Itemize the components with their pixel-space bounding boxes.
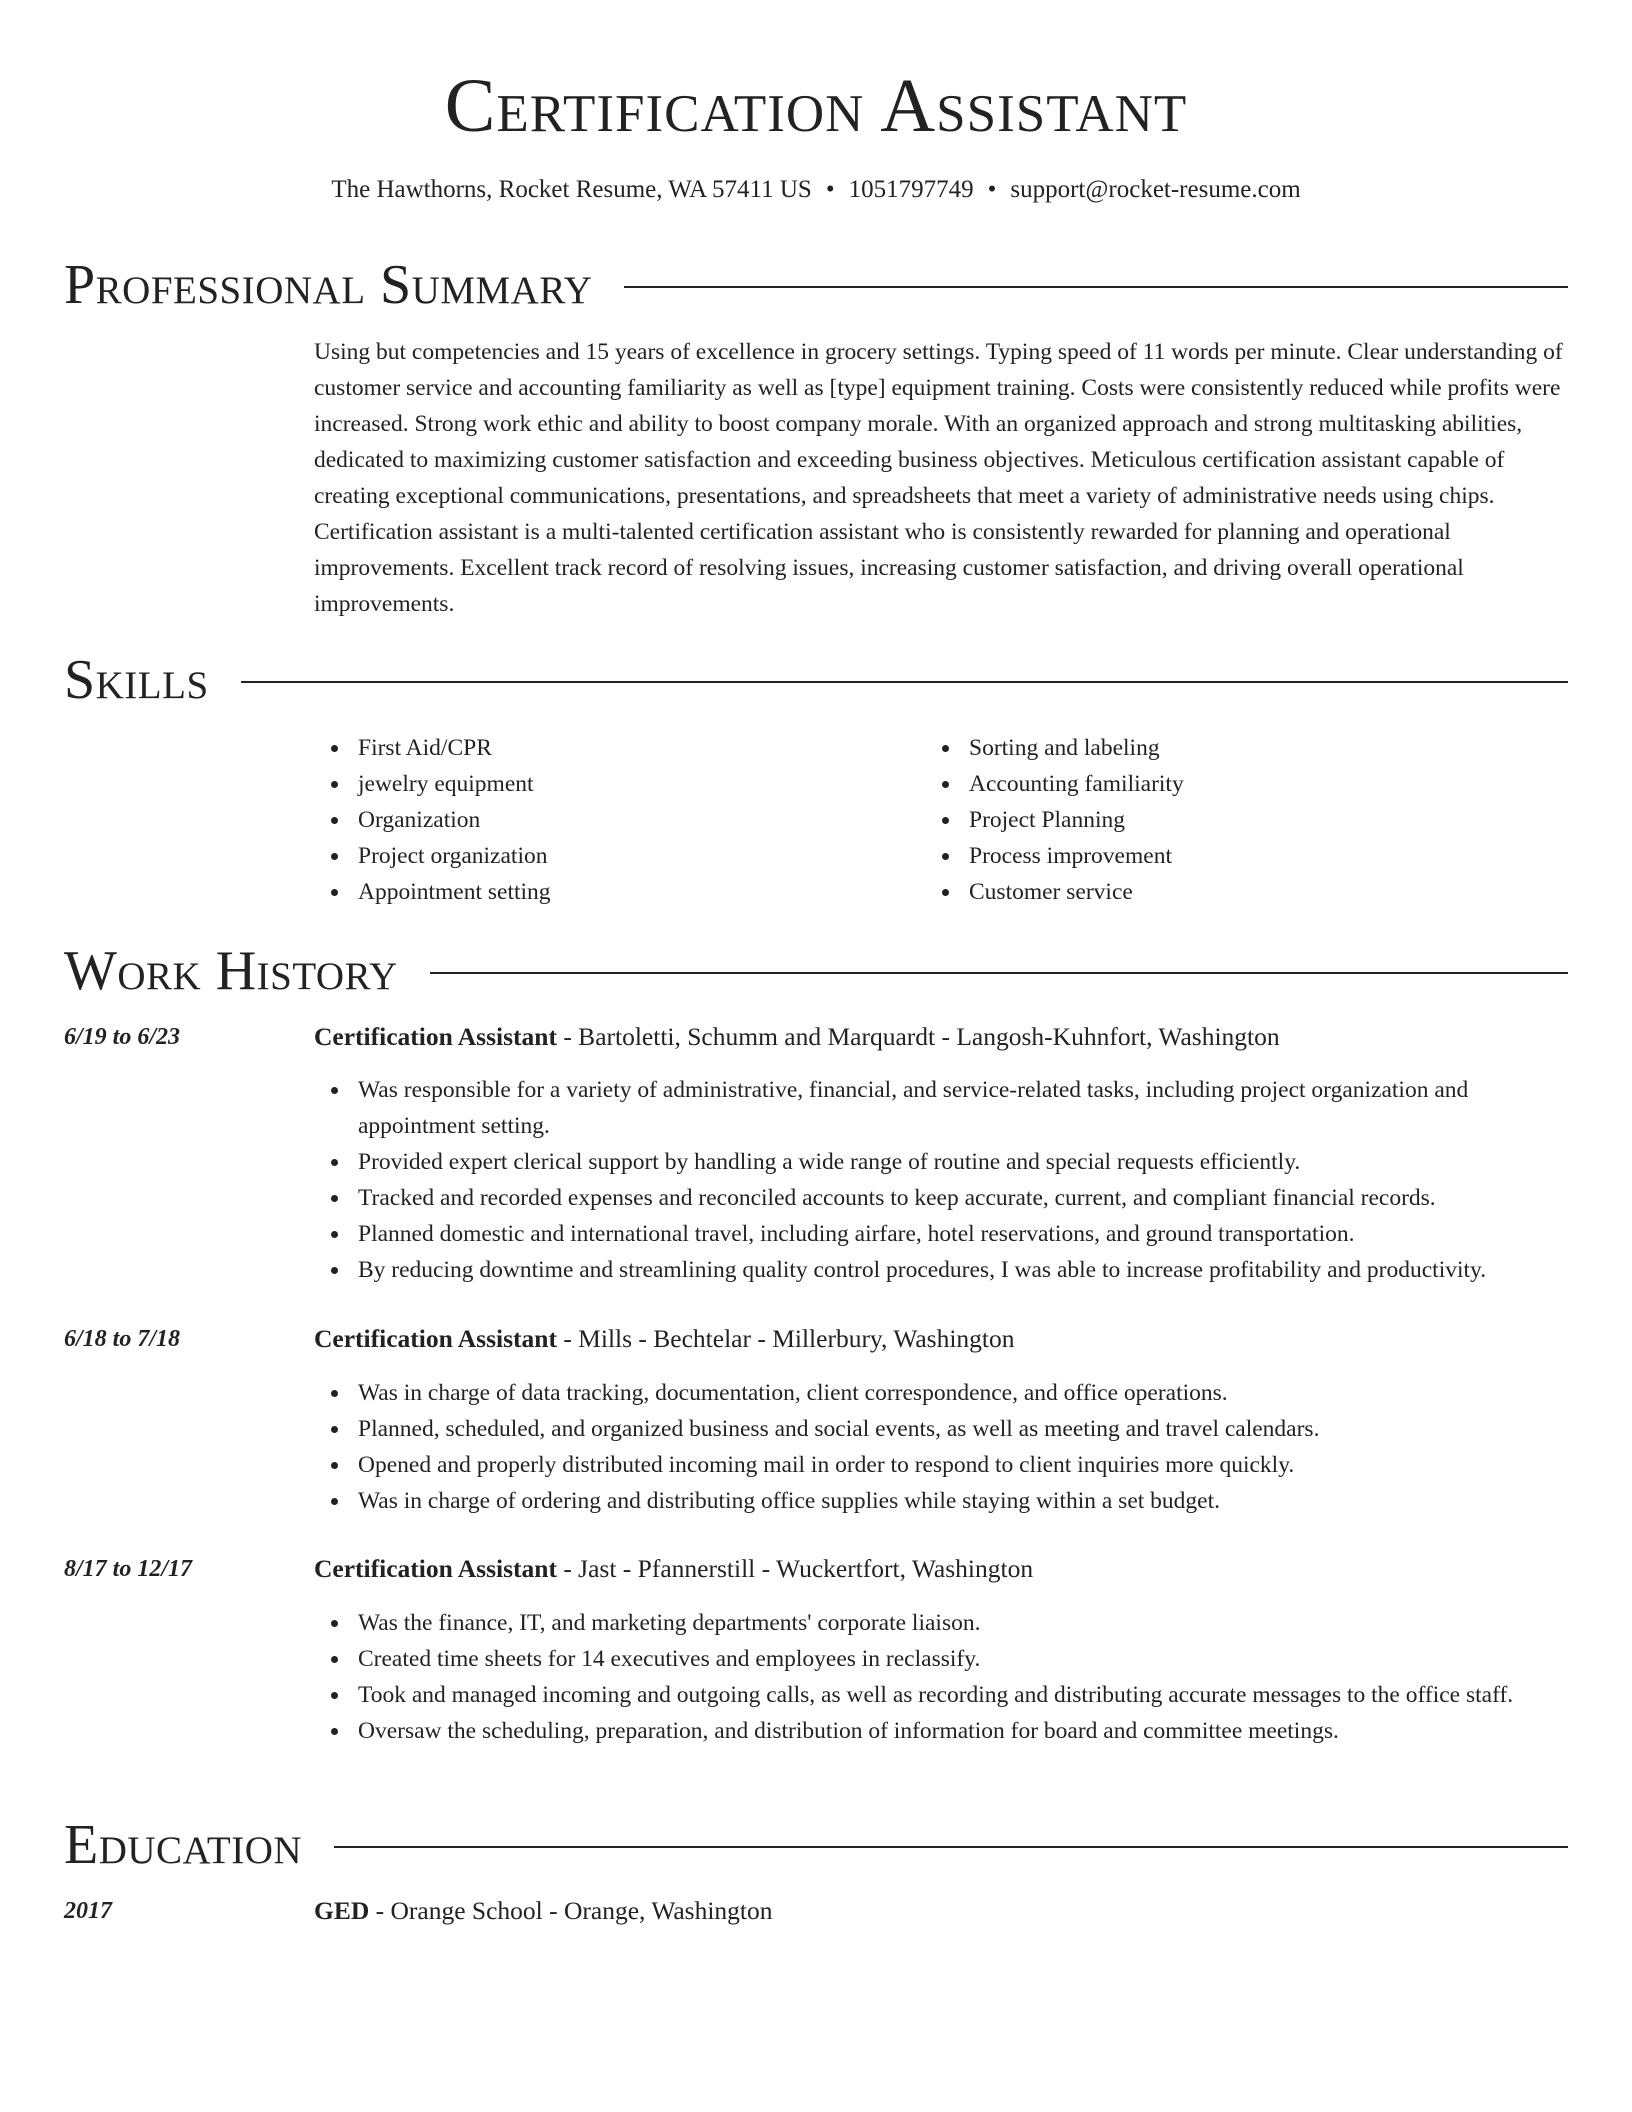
summary-section-header xyxy=(64,250,1568,320)
summary-section-title: Professional Summary xyxy=(64,254,593,316)
skills-column-left xyxy=(314,730,914,910)
section-divider xyxy=(334,1846,1568,1848)
skill-item: Customer service xyxy=(969,874,1525,910)
job-duty-item: Planned, scheduled, and organized business and social events, as well as meeting and travel calendars. xyxy=(358,1411,1570,1447)
job-heading xyxy=(314,1019,1570,1055)
education-year: 2017 xyxy=(64,1898,112,1924)
education-school: - Orange School - Orange, Washington xyxy=(369,1896,773,1925)
contact-separator: • xyxy=(825,176,835,203)
job-employer: - Jast - Pfannerstill - Wuckertfort, Washington xyxy=(556,1554,1034,1583)
job-employer: - Bartoletti, Schumm and Marquardt - Langosh-Kuhnfort, Washington xyxy=(556,1022,1280,1051)
skill-item: Process improvement xyxy=(969,838,1525,874)
contact-separator: • xyxy=(987,176,997,203)
job-heading xyxy=(314,1321,1570,1357)
job-dates: 6/19 to 6/23 xyxy=(64,1024,181,1050)
job-duty-item: Oversaw the scheduling, preparation, and distribution of information for board and committee meetings. xyxy=(358,1713,1570,1749)
skills-column-right xyxy=(925,730,1525,910)
job-duty-item: Planned domestic and international travel, including airfare, hotel reservations, and ground transportation. xyxy=(358,1216,1570,1252)
job-dates: 6/18 to 7/18 xyxy=(64,1326,181,1352)
work-section-title: Work History xyxy=(64,940,398,1002)
job-duties xyxy=(314,1072,1570,1288)
skill-item: Sorting and labeling xyxy=(969,730,1525,766)
skills-section-header xyxy=(64,645,1568,715)
skill-item: Organization xyxy=(358,802,914,838)
section-divider xyxy=(430,972,1568,974)
job-duties xyxy=(314,1605,1570,1749)
job-duty-item: Was responsible for a variety of administrative, financial, and service-related tasks, including project organization and appointment setting. xyxy=(358,1072,1570,1144)
job-duties xyxy=(314,1375,1570,1519)
skill-item: Project Planning xyxy=(969,802,1525,838)
skill-item: First Aid/CPR xyxy=(358,730,914,766)
contact-email: support@rocket-resume.com xyxy=(1010,176,1301,203)
job-duty-item: Was the finance, IT, and marketing departments' corporate liaison. xyxy=(358,1605,1570,1641)
education-heading xyxy=(314,1893,1570,1929)
skill-item: jewelry equipment xyxy=(358,766,914,802)
job-duty-item: Provided expert clerical support by handling a wide range of routine and special requests efficiently. xyxy=(358,1144,1570,1180)
job-heading xyxy=(314,1551,1570,1587)
job-duty-item: Took and managed incoming and outgoing calls, as well as recording and distributing accurate messages to the office staff. xyxy=(358,1677,1570,1713)
job-title: Certification Assistant xyxy=(314,1324,557,1353)
job-duty-item: Created time sheets for 14 executives and employees in reclassify. xyxy=(358,1641,1570,1677)
skills-section-title: Skills xyxy=(64,649,209,711)
section-divider xyxy=(624,286,1568,288)
education-degree: GED xyxy=(314,1896,370,1925)
job-duty-item: Tracked and recorded expenses and reconciled accounts to keep accurate, current, and compliant financial records. xyxy=(358,1180,1570,1216)
contact-phone: 1051797749 xyxy=(848,176,974,203)
job-employer: - Mills - Bechtelar - Millerbury, Washington xyxy=(556,1324,1015,1353)
job-title: Certification Assistant xyxy=(314,1554,557,1583)
education-section-title: Education xyxy=(64,1814,303,1876)
job-duty-item: Opened and properly distributed incoming mail in order to respond to client inquiries more quickly. xyxy=(358,1447,1570,1483)
skill-item: Accounting familiarity xyxy=(969,766,1525,802)
skill-item: Appointment setting xyxy=(358,874,914,910)
job-dates: 8/17 to 12/17 xyxy=(64,1556,193,1582)
job-duty-item: Was in charge of data tracking, documentation, client correspondence, and office operations. xyxy=(358,1375,1570,1411)
job-title: Certification Assistant xyxy=(314,1022,557,1051)
work-section-header xyxy=(64,936,1568,1006)
education-section-header xyxy=(64,1810,1568,1880)
resume-name: Certification Assistant xyxy=(444,64,1188,148)
contact-address: The Hawthorns, Rocket Resume, WA 57411 US xyxy=(331,176,812,203)
summary-text: Using but competencies and 15 years of excellence in grocery settings. Typing speed of 11 words per minute. Clear understanding of customer service and accounting familiarity as well as [type] equipment training. Costs were consistently reduced while profits were increased. Strong work ethic and ability to boost company morale. With an organized approach and strong multitasking abilities, dedicated to maximizing customer satisfaction and exceeding business objectives. Meticulous certification assistant capable of creating exceptional communications, presentations, and spreadsheets that meet a variety of administrative needs using chips. Certification assistant is a multi-talented certification assistant who is consistently rewarded for planning and operational improvements. Excellent track record of resolving issues, increasing customer satisfaction, and driving overall operational improvements. xyxy=(314,339,1563,617)
contact-line xyxy=(0,172,1632,208)
job-duty-item: By reducing downtime and streamlining quality control procedures, I was able to increase profitability and productivity. xyxy=(358,1252,1570,1288)
section-divider xyxy=(241,681,1568,683)
skill-item: Project organization xyxy=(358,838,914,874)
job-duty-item: Was in charge of ordering and distributing office supplies while staying within a set budget. xyxy=(358,1483,1570,1519)
